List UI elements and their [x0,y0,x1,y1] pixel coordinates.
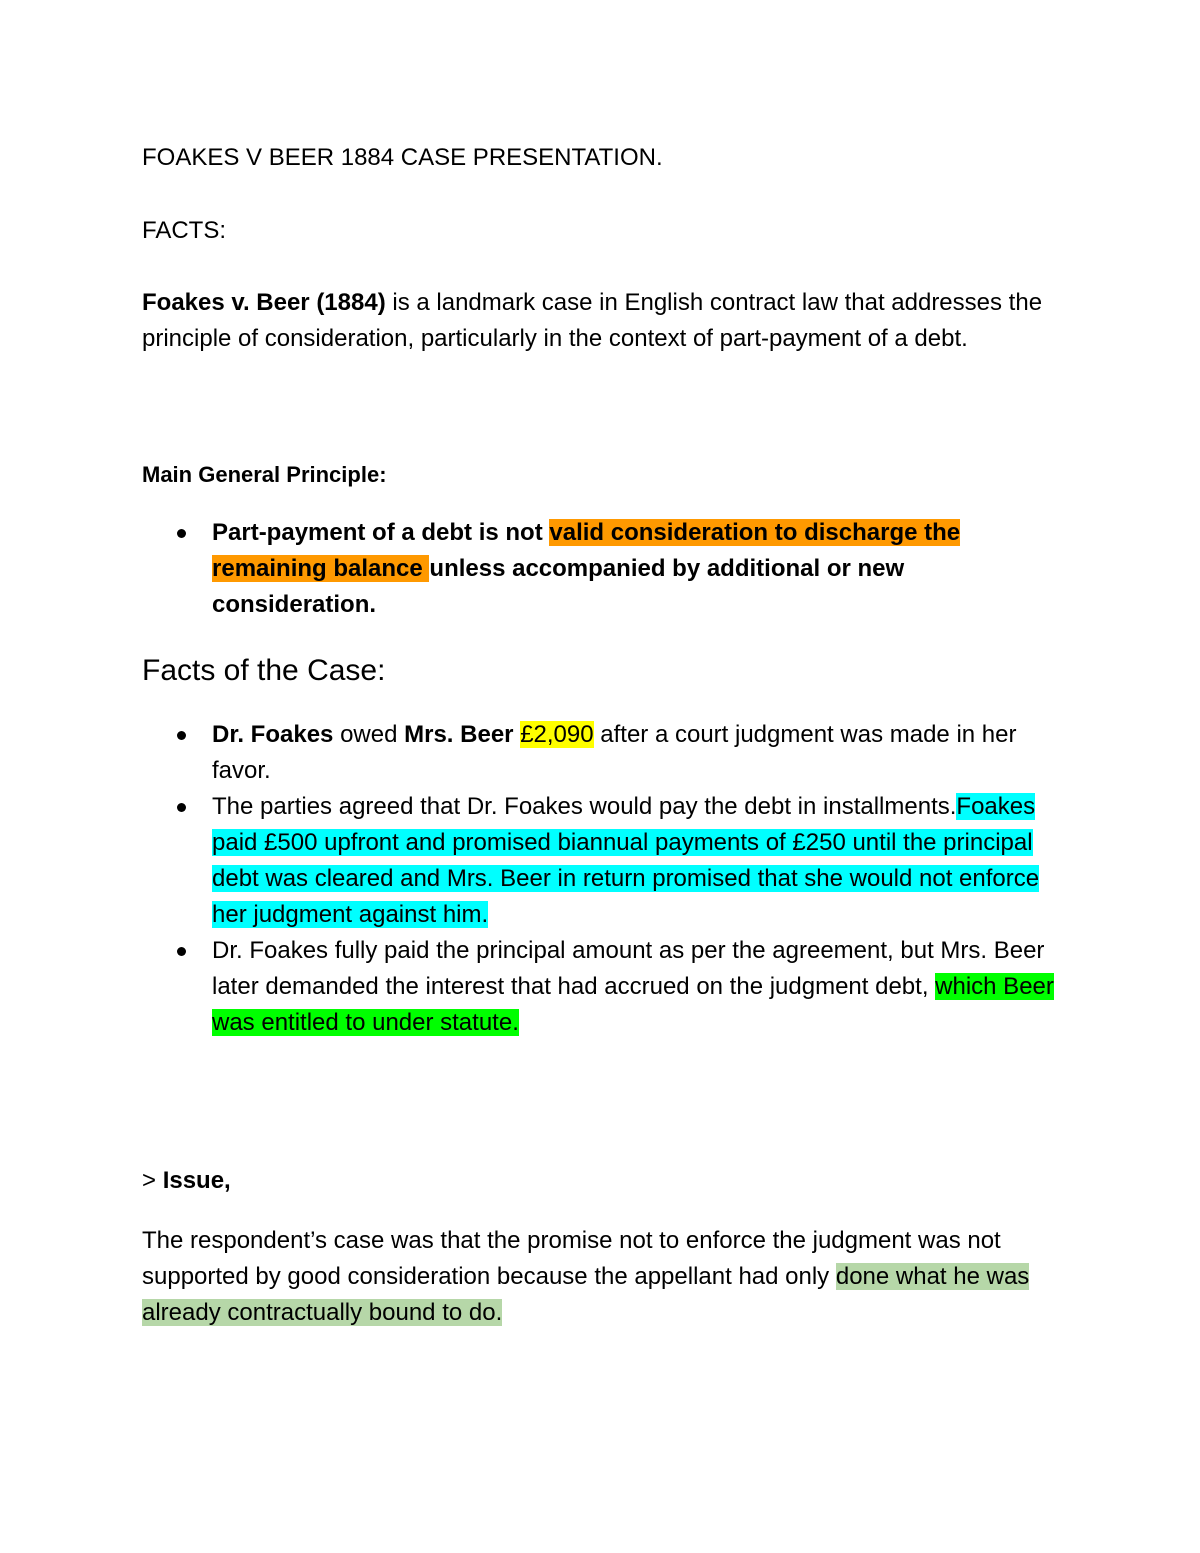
issue-text: The respondent’s case was that the promise not to enforce the judgment was not supported by good consideration because the appellant had only [142,1227,1001,1290]
intro-paragraph [142,285,1072,357]
party-foakes: Dr. Foakes [212,721,334,748]
bullet-dot-icon [177,803,186,812]
bullet-dot-icon [177,731,186,740]
principle-highlight: valid consideration to discharge the remaining balance [212,519,961,582]
facts-label: FACTS: [142,217,227,244]
issue-title: Issue, [162,1167,231,1194]
fact3-text: Dr. Foakes fully paid the principal amount as per the agreement, but Mrs. Beer later demanded the interest that had accrued on the judgment debt, [212,937,1045,1000]
bullet-dot-icon [177,947,186,956]
list-item [212,717,1072,789]
fact2-text: The parties agreed that Dr. Foakes would pay the debt in installments. [212,793,957,820]
principle-heading: Main General Principle: [142,462,387,487]
fact3-highlight: which Beer was entitled to under statute. [212,973,1054,1036]
issue-paragraph [142,1223,1072,1331]
issue-prefix: > [142,1167,163,1194]
list-item [212,515,1072,623]
debt-amount: £2,090 [520,721,594,748]
issue-heading [142,1163,1072,1199]
party-beer: Mrs. Beer [404,721,514,748]
list-item [212,933,1072,1041]
principle-list [212,515,1072,623]
fact2-highlight: Foakes paid £500 upfront and promised biannual payments of £250 until the principal debt was cleared and Mrs. Beer in return promised that she would not enforce her judgment against him. [212,793,1040,928]
principle-text-2: unless accompanied by additional or new consideration. [212,555,905,618]
issue-highlight: done what he was already contractually bound to do. [142,1263,1030,1326]
document-title: FOAKES V BEER 1884 CASE PRESENTATION. [142,144,663,171]
intro-text: is a landmark case in English contract law that addresses the principle of consideration, particularly in the context of part-payment of a debt. [142,289,1043,352]
list-item [212,789,1072,933]
principle-text-1: Part-payment of a debt is not [212,519,550,546]
fact1-text-2: after a court judgment was made in her favor. [212,721,1017,784]
case-name: Foakes v. Beer (1884) [142,289,386,316]
facts-list [212,717,1072,1041]
bullet-dot-icon [177,529,186,538]
fact1-text-1: owed [333,721,405,748]
facts-of-case-heading: Facts of the Case: [142,654,386,687]
